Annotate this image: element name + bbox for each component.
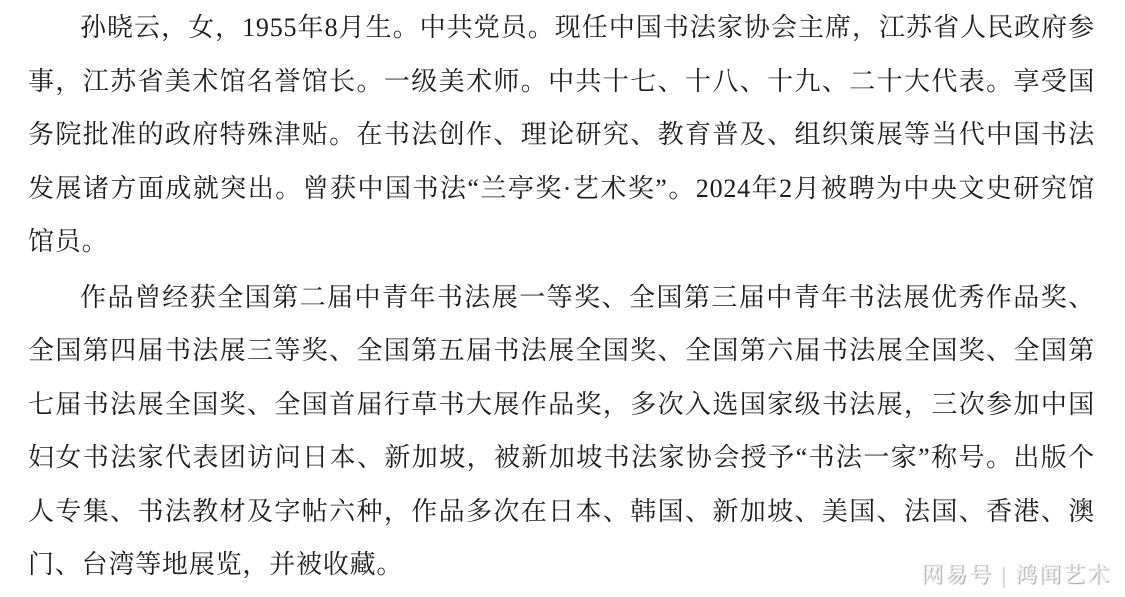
bio-paragraph: 孙晓云，女，1955年8月生。中共党员。现任中国书法家协会主席，江苏省人民政府参事，江苏省美术馆名誉馆长。一级美术师。中共十七、十八、十九、二十大代表。享受国务院批准的政府特殊津贴。在书法创作、理论研究、教育普及、组织策展等当代中国书法发展诸方面成就突出。曾获中国书法“兰亭奖·艺术奖”。2024年2月被聘为中央文史研究馆馆员。: [28, 13, 1095, 256]
watermark: [921, 558, 1111, 589]
watermark-separator: |: [1001, 562, 1007, 587]
watermark-platform: 网易号: [921, 562, 994, 587]
awards-paragraph: 作品曾经获全国第二届中青年书法展一等奖、全国第三届中青年书法展优秀作品奖、全国第四届书法展三等奖、全国第五届书法展全国奖、全国第六届书法展全国奖、全国第七届书法展全国奖、全国首届行草书大展作品奖，多次入选国家级书法展，三次参加中国妇女书法家代表团访问日本、新加坡，被新加坡书法家协会授予“书法一家”称号。出版个人专集、书法教材及字帖六种，作品多次在日本、韩国、新加坡、美国、法国、香港、澳门、台湾等地展览，并被收藏。: [28, 282, 1095, 579]
watermark-account: 鸿闻艺术: [1014, 562, 1111, 587]
